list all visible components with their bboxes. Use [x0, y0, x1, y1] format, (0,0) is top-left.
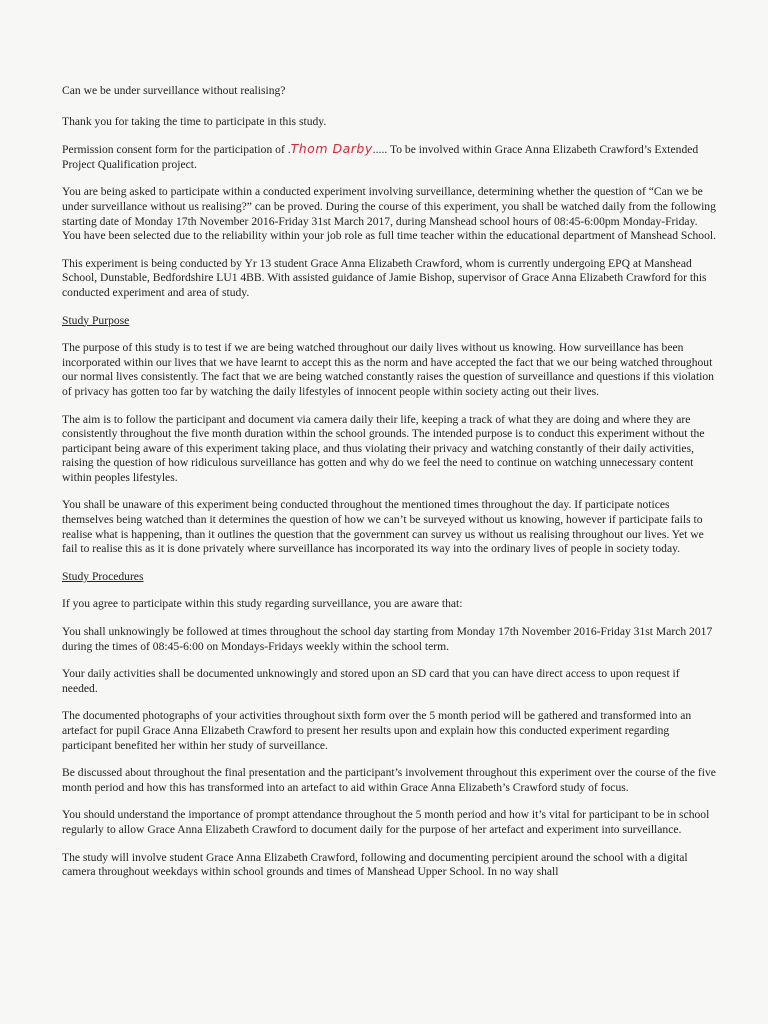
purpose-paragraph: The purpose of this study is to test if we are being watched throughout our daily lives without us knowing. How surveillance has been incorporated within our lives that we have learnt to accept this as the norm and have accepted the fact that we our being watched throughout our normal lives consistently. The fact that we are being watched constantly raises the question of surveillance and questions if this violation of privacy has gotten too far by watching the daily lifestyles of innocent people within society acting out their lives.: [62, 341, 714, 398]
procedures-paragraph: The documented photographs of your activities throughout sixth form over the 5 month period will be gathered and transformed into an artefact for pupil Grace Anna Elizabeth Crawford to present her results upon and explain how this conducted experiment regarding participant benefited her within her study of surveillance.: [62, 709, 692, 752]
procedures-paragraph: If you agree to participate within this study regarding surveillance, you are aware that:: [62, 597, 463, 611]
document-title: Can we be under surveillance without realising?: [62, 84, 286, 97]
permission-paragraph: [62, 142, 718, 172]
intro-paragraph: You are being asked to participate within a conducted experiment involving surveillance, determining whether the question of “Can we be under surveillance without us realising?” can be proved. During the course of this experiment, you shall be watched daily from the following starting date of Monday 17th November 2016-Friday 31st March 2017, during Manshead school hours of 08:45-6:00pm Monday-Friday. You have been selected due to the reliability within your job role as full time teacher within the educational department of Manshead School.: [62, 185, 717, 243]
procedures-paragraph: You should understand the importance of prompt attendance throughout the 5 month period and how it’s vital for participant to be in school regularly to allow Grace Anna Elizabeth Crawford to document daily for the purpose of her artefact and experiment into surveillance.: [62, 808, 710, 836]
permission-dots-after: .....: [372, 143, 388, 157]
procedures-paragraph: Be discussed about throughout the final presentation and the participant’s involvement throughout this experiment over the course of the five month period and how this has transformed into an artefact to aid within Grace Anna Elizabeth’s Crawford study of focus.: [62, 766, 716, 794]
permission-text-before: Permission consent form for the participation of: [62, 143, 285, 157]
procedures-paragraph: The study will involve student Grace Anna Elizabeth Crawford, following and documenting percipient around the school with a digital camera throughout weekdays within school grounds and times of Manshead Upper School. In no way shall: [62, 850, 688, 879]
participant-name-handwritten: Thom Darby: [290, 141, 373, 157]
study-purpose-heading: Study Purpose: [62, 313, 130, 327]
permission-dots-before: .: [287, 143, 291, 157]
conductor-paragraph: This experiment is being conducted by Yr 13 student Grace Anna Elizabeth Crawford, whom is currently undergoing EPQ at Manshead School, Dunstable, Bedfordshire LU1 4BB. With assisted guidance of Jamie Bishop, supervisor of Grace Anna Elizabeth Crawford for this conducted experiment and area of study.: [62, 256, 707, 299]
procedures-paragraph: You shall unknowingly be followed at times throughout the school day starting from Monday 17th November 2016-Friday 31st March 2017 during the times of 08:45-6:00 on Mondays-Fridays weekly within the school term.: [62, 625, 713, 653]
procedures-paragraph: Your daily activities shall be documented unknowingly and stored upon an SD card that you can have direct access to upon request if needed.: [62, 667, 680, 695]
study-procedures-heading: Study Procedures: [62, 569, 144, 583]
permission-text-after: To be involved within Grace Anna Elizabeth Crawford’s Extended Project Qualification project.: [62, 143, 699, 171]
purpose-paragraph: The aim is to follow the participant and document via camera daily their life, keeping a track of what they are doing and where they are consistently throughout the five month duration within the school grounds. The intended purpose is to conduct this experiment without the participant being aware of this experiment taking place, and thus violating their privacy and watching constantly of their daily activities, raising the question of how ridiculous surveillance has gotten and why do we feel the need to continue on watching unnecessary content within peoples lifestyles.: [62, 412, 705, 484]
purpose-paragraph: You shall be unaware of this experiment being conducted throughout the mentioned times throughout the day. If participate notices themselves being watched than it determines the question of how we can’t be surveyed without us knowing, however if participate fails to realise what is happening, than it outlines the question that the government can survey us without us realising throughout our lives. Yet we fail to realise this as it is done privately where surveillance has incorporated its way into the ordinary lives of people in society today.: [62, 498, 704, 556]
thanks-line: Thank you for taking the time to participate in this study.: [62, 114, 327, 128]
